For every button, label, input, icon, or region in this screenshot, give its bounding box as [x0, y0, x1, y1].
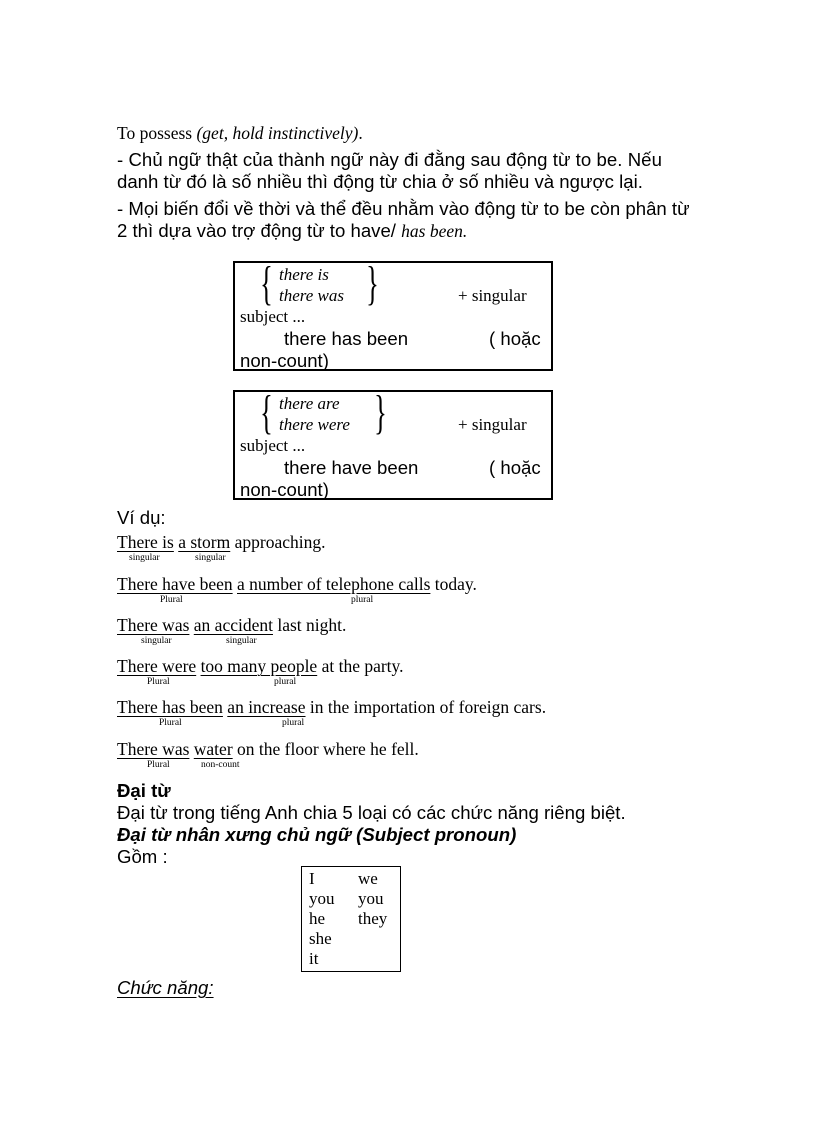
there-are-were-box	[233, 386, 553, 500]
box2-hoac: ( hoặc	[489, 457, 541, 478]
example-2-rest: today.	[430, 574, 477, 594]
subject-pronoun-table	[301, 866, 401, 972]
example-1-label-1: singular	[129, 553, 160, 563]
example-4-part-2: too many people	[200, 656, 318, 676]
box1-noncount: non-count)	[240, 350, 329, 371]
pronoun-col1-1: you	[309, 889, 335, 908]
example-3-label-2: singular	[226, 636, 257, 646]
pronoun-col1-4: it	[309, 949, 319, 968]
example-4-label-1: Plural	[147, 677, 170, 687]
pronoun-description: Đại từ trong tiếng Anh chia 5 loại có các chức năng riêng biệt.	[117, 802, 626, 823]
example-1-rest: approaching.	[230, 532, 326, 552]
example-5-label-1: Plural	[159, 718, 182, 728]
intro-para-2-line-2-text: 2 thì dựa vào trợ động từ to have/	[117, 220, 402, 241]
examples-heading: Ví dụ:	[117, 507, 166, 528]
box1-subject: subject ...	[240, 307, 306, 326]
function-heading: Chức năng:	[117, 977, 214, 998]
there-is-was-box	[233, 257, 553, 371]
left-brace-icon: {	[260, 257, 273, 310]
subject-pronoun-heading: Đại từ nhân xưng chủ ngữ (Subject pronoun)	[117, 824, 517, 845]
example-4-rest: at the party.	[317, 656, 404, 676]
box1-line-a: there is	[279, 265, 329, 284]
example-1-part-1: There is	[117, 532, 174, 552]
intro-para-2-line-1: - Mọi biến đổi về thời và thể đều nhằm vào động từ to be còn phân từ	[117, 198, 690, 219]
example-5	[117, 697, 546, 718]
example-4-label-2: plural	[274, 677, 297, 687]
box2-have-been: there have been	[284, 457, 419, 478]
example-2-label-2: plural	[351, 595, 374, 605]
box2-subject: subject ...	[240, 436, 306, 455]
pronoun-heading: Đại từ	[117, 780, 171, 801]
example-3-rest: last night.	[272, 615, 347, 635]
pronoun-col2-0: we	[358, 869, 378, 888]
pronoun-col1-0: I	[309, 869, 315, 888]
intro-line-1-text: To possess	[117, 123, 197, 143]
example-3-label-1: singular	[141, 636, 172, 646]
right-brace-icon: }	[366, 257, 379, 310]
example-2-label-1: Plural	[160, 595, 183, 605]
box1-line-b: there was	[279, 286, 345, 305]
box2-noncount: non-count)	[240, 479, 329, 500]
example-6-part-2: water	[193, 739, 233, 759]
box2-line-b: there were	[279, 415, 350, 434]
example-6	[117, 739, 419, 760]
box2-line-a: there are	[279, 394, 340, 413]
example-6-rest: on the floor where he fell.	[232, 739, 419, 759]
intro-para-1-line-1: - Chủ ngữ thật của thành ngữ này đi đằng sau động từ to be. Nếu	[117, 149, 662, 170]
box1-plus-singular: + singular	[458, 286, 527, 305]
example-2	[117, 574, 477, 595]
box2-plus-singular: + singular	[458, 415, 527, 434]
example-4	[117, 656, 404, 677]
intro-line-1-end: .	[358, 123, 363, 143]
pronoun-col1-3: she	[309, 929, 332, 948]
example-6-label-2: non-count	[201, 760, 240, 770]
box1-hoac: ( hoặc	[489, 328, 541, 349]
example-6-label-1: Plural	[147, 760, 170, 770]
example-3-part-1: There was	[117, 615, 190, 635]
example-4-part-1: There were	[117, 656, 197, 676]
example-1-label-2: singular	[195, 553, 226, 563]
example-2-part-1: There have been	[117, 574, 233, 594]
intro-line-1-italic: (get, hold instinctively)	[196, 123, 359, 143]
pronoun-col2-2: they	[358, 909, 388, 928]
example-5-rest: in the importation of foreign cars.	[305, 697, 547, 717]
example-5-label-2: plural	[282, 718, 305, 728]
pronoun-col2-1: you	[358, 889, 384, 908]
gom-label: Gồm :	[117, 846, 168, 867]
intro-para-2-line-2-italic: has been.	[401, 221, 468, 241]
left-brace-icon: {	[260, 386, 273, 439]
example-5-part-2: an increase	[227, 697, 306, 717]
right-brace-icon: }	[374, 386, 387, 439]
intro-para-1-line-2: danh từ đó là số nhiều thì động từ chia ở số nhiều và ngược lại.	[117, 171, 643, 192]
pronoun-col1-2: he	[309, 909, 326, 928]
example-3	[117, 615, 346, 636]
example-1	[117, 532, 326, 553]
example-6-part-1: There was	[117, 739, 190, 759]
example-3-part-2: an accident	[193, 615, 273, 635]
intro-line-1	[117, 122, 363, 144]
example-1-part-2: a storm	[178, 532, 231, 552]
example-2-part-2: a number of telephone calls	[237, 574, 431, 594]
example-5-part-1: There has been	[117, 697, 223, 717]
box1-has-been: there has been	[284, 328, 409, 349]
intro-para-2-line-2	[117, 220, 467, 242]
